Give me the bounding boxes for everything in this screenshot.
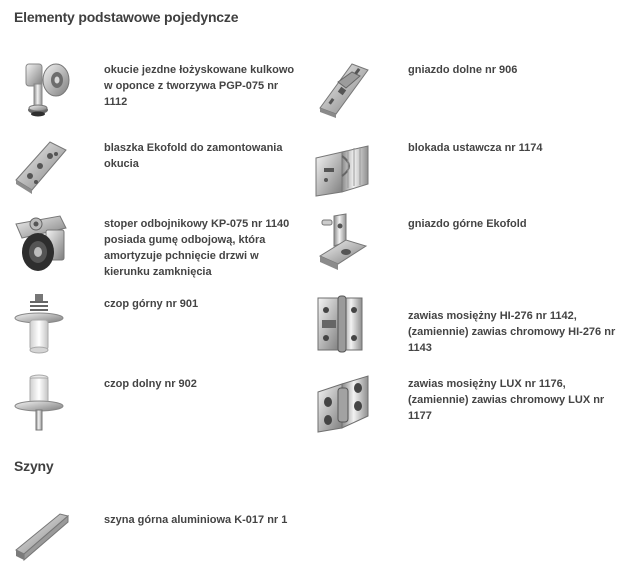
- roller-icon: [10, 58, 70, 120]
- product-label: gniazdo dolne nr 906: [408, 64, 518, 76]
- product-label: czop górny nr 901: [104, 298, 199, 310]
- lux-hinge-icon: [312, 372, 372, 434]
- plate-icon: [10, 136, 70, 198]
- product-label: zawias mosiężny LUX nr 1176, (zamiennie) zawias chromowy LUX nr 1177: [408, 378, 605, 422]
- product-label: stoper odbojnikowy KP-075 nr 1140 posiada gumę odbojową, która amortyzuje pchnięcie drzwi w kierunku zamknięcia: [104, 218, 290, 278]
- product-label: szyna górna aluminiowa K-017 nr 1: [104, 514, 288, 526]
- product-label: okucie jezdne łożyskowane kulkowo w oponce z tworzywa PGP-075 nr 1112: [104, 64, 295, 108]
- rail-icon: [10, 502, 70, 564]
- product-label: gniazdo górne Ekofold: [408, 218, 527, 230]
- section-title-rails: Szyny: [14, 458, 54, 474]
- product-label: czop dolny nr 902: [104, 378, 197, 390]
- hinge-icon: [312, 292, 372, 354]
- top-pin-icon: [10, 292, 70, 354]
- product-label: zawias mosiężny HI-276 nr 1142, (zamiennie) zawias chromowy HI-276 nr 1143: [408, 310, 616, 354]
- lock-block-icon: [312, 136, 372, 198]
- bottom-pin-icon: [10, 372, 70, 434]
- section-title-basic: Elementy podstawowe pojedyncze: [14, 9, 239, 25]
- bottom-socket-icon: [312, 58, 372, 120]
- product-label: blokada ustawcza nr 1174: [408, 142, 543, 154]
- stopper-icon: [10, 212, 70, 274]
- top-socket-icon: [312, 212, 372, 274]
- product-label: blaszka Ekofold do zamontowania okucia: [104, 142, 283, 170]
